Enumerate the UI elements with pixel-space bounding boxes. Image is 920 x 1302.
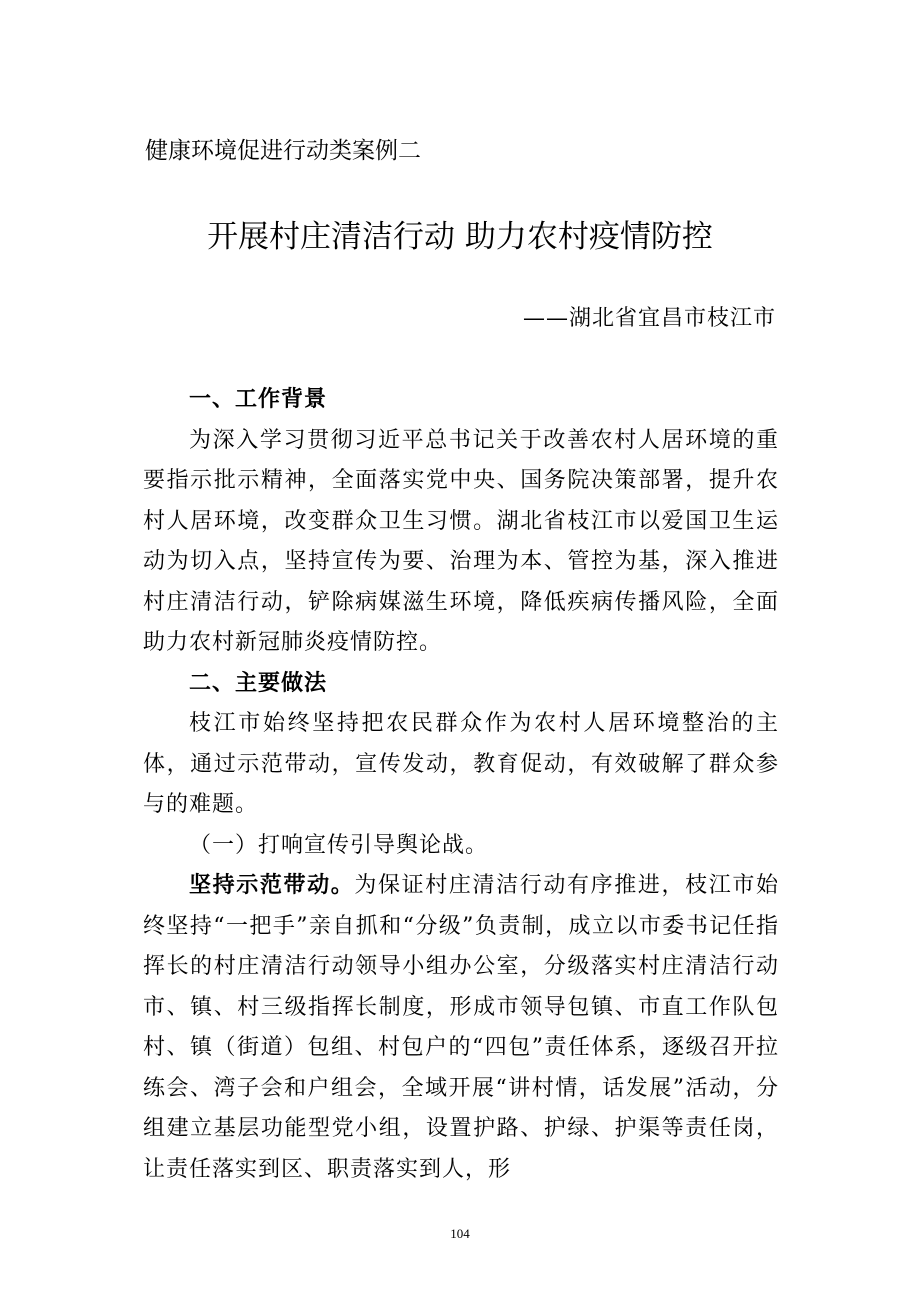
paragraph-body-text: 为保证村庄清洁行动有序推进，枝江市始终坚持“一把手”亲自抓和“分级”负责制，成立以市委书记任指挥长的村庄清洁行动领导小组办公室，分级落实村庄清洁行动市、镇、村三级指挥长制度，形成市领导包镇、市直工作队包村、镇（街道）包组、村包户的“四包”责任体系，逐级召开拉练会、湾子会和户组会，全域开展“讲村情，话发展”活动，分组建立基层功能型党小组，设置护路、护绿、护渠等责任岗，让责任落实到区、职责落实到人，形 <box>143 873 779 1182</box>
section-heading-practices: 二、主要做法 <box>189 670 328 696</box>
document-category: 健康环境促进行动类案例二 <box>145 138 421 164</box>
page-number: 104 <box>450 1226 470 1241</box>
practices-intro-paragraph: 枝江市始终坚持把农民群众作为农村人居环境整治的主体，通过示范带动，宣传发动，教育促动，有效破解了群众参与的难题。 <box>143 711 779 817</box>
background-paragraph: 为深入学习贯彻习近平总书记关于改善农村人居环境的重要指示批示精神，全面落实党中央、国务院决策部署，提升农村人居环境，改变群众卫生习惯。湖北省枝江市以爱国卫生运动为切入点，坚持宣传为要、治理为本、管控为基，深入推进村庄清洁行动，铲除病媒滋生环境，降低疾病传播风险，全面助力农村新冠肺炎疫情防控。 <box>143 427 779 655</box>
document-subtitle: ——湖北省宜昌市枝江市 <box>522 306 776 331</box>
paragraph-lead-phrase: 坚持示范带动。 <box>189 873 355 898</box>
document-body <box>143 380 779 1190</box>
subsection-heading-publicity: （一）打响宣传引导舆论战。 <box>189 832 489 858</box>
section-heading-background: 一、工作背景 <box>189 387 328 412</box>
document-title: 开展村庄清洁行动 助力农村疫情防控 <box>207 219 713 255</box>
demonstration-paragraph <box>143 866 779 1190</box>
